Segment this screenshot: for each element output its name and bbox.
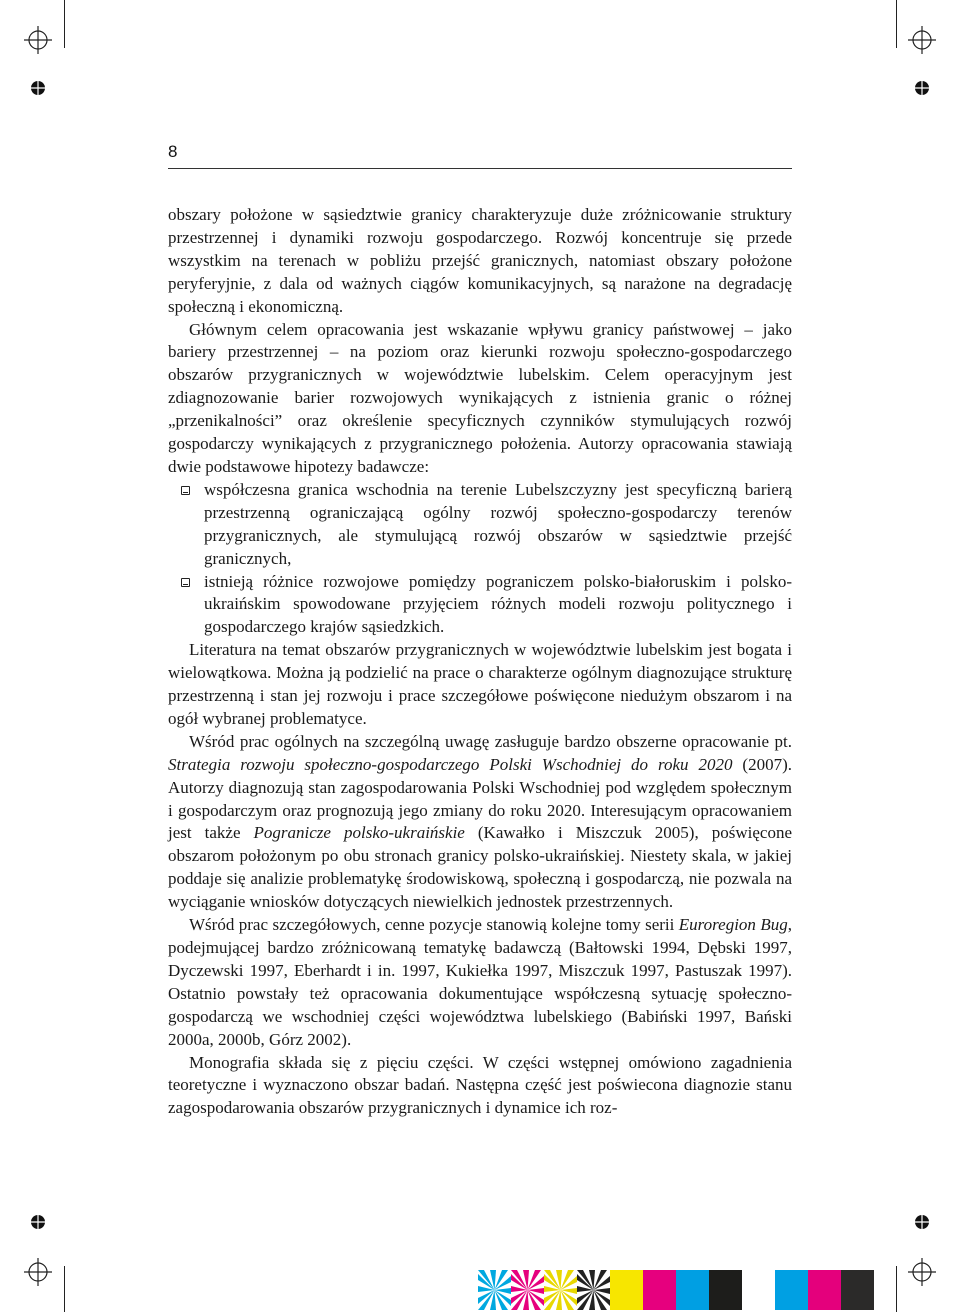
list-item-text: współczesna granica wschodnia na terenie Lubelszczyzny jest specyficzną barierą przestrzenną ograniczającą ogólny rozwój społeczno-gospodarczy terenów przygranicznych, ale stymulującą rozwój obszarów w sąsiedztwie przejść granicznych,: [204, 479, 792, 568]
title-pogranicze: Pogranicze polsko-ukraińskie: [253, 823, 465, 843]
paragraph-5-text-a: Wśród prac szczegółowych, cenne pozycje stanowią kolejne tomy serii: [189, 915, 679, 935]
list-item-text: istnieją różnice rozwojowe pomiędzy pograniczem polsko-białoruskim i polsko-ukraińskim spowodowane przyjęciem różnych modeli rozwoju politycznego i gospodarczego krajów sąsiedzkich.: [204, 571, 792, 637]
swatch-cyan-2: [775, 1270, 808, 1310]
color-control-bar: [478, 1270, 874, 1310]
paragraph-3: Literatura na temat obszarów przygranicznych w województwie lubelskim jest bogata i wielowątkowa. Można ją podzielić na prace o charakterze ogólnym diagnozujące strukturę przestrzenną i stan jej rozwoju i prace szczegółowe poświęcone niedużym obszarom i na ogół wybranej problematyce.: [168, 640, 792, 728]
square-bullet-icon: [181, 486, 190, 495]
crop-line-top-left: [64, 0, 65, 48]
starburst-magenta-icon: [511, 1270, 544, 1310]
page-number: 8: [168, 142, 178, 161]
paragraph-4-text-c: (Kawałko i Miszczuk 2005), poświęcone obszarom położonym po obu stronach granicy polsko-ukraińskiej. Niestety skala, w jakiej poddaje się analizie problematykę środowiskową, społeczną i gospodarczą, nie pozwala na wyciąganie wniosków dotyczących niewielkich jednostek przestrzennych.: [168, 823, 793, 912]
paragraph-2: Głównym celem opracowania jest wskazanie wpływu granicy państwowej – jako bariery przestrzennej – na poziom oraz kierunki rozwoju społeczno-gospodarczego obszarów przygranicznych w województwie lubelskim. Celem operacyjnym jest zdiagnozowanie barier rozwojowych wynikających z istnienia granic o różnej „przenikalności” oraz określenie specyficznych czynników stymulujących rozwój gospodarczy wynikających z przygranicznego położenia. Autorzy opracowania stawiają dwie podstawowe hipotezy badawcze:: [168, 319, 792, 476]
swatch-black: [709, 1270, 742, 1310]
crop-line-bottom-right: [896, 1266, 897, 1312]
hypotheses-list: [168, 479, 792, 639]
list-item: [168, 571, 792, 640]
title-strategia: Strategia rozwoju społeczno-gospodarczego Polski Wschodniej do roku 2020: [168, 754, 733, 774]
starburst-cyan-icon: [478, 1270, 511, 1310]
square-bullet-icon: [181, 578, 190, 587]
header-rule: [168, 168, 792, 169]
paragraph-4-text-b: (2007). Autorzy diagnozują stan zagospodarowania Polski Wschodniej pod względem społecznym i gospodarczym oraz prognozują jego zmiany do roku 2020. Interesującym opracowaniem jest także: [168, 754, 793, 843]
swatch-yellow: [610, 1270, 643, 1310]
list-item: [168, 479, 792, 571]
paragraph-6: Monografia składa się z pięciu części. W części wstępnej omówiono zagadnienia teoretyczne i wyznaczono obszar badań. Następna część jest poświecona diagnozie stanu zagospodarowania obszarów przygranicznych i dynamice ich roz-: [168, 1052, 792, 1118]
paragraph-4-text-a: Wśród prac ogólnych na szczególną uwagę zasługuje bardzo obszerne opracowanie pt.: [189, 731, 792, 751]
starburst-yellow-icon: [544, 1270, 577, 1310]
crop-line-top-right: [896, 0, 897, 48]
crop-line-bottom-left: [64, 1266, 65, 1312]
body-text: [168, 204, 792, 1120]
swatch-magenta: [643, 1270, 676, 1310]
paragraph-5: [168, 914, 792, 1051]
paragraph-4: [168, 731, 792, 914]
swatch-cyan: [676, 1270, 709, 1310]
swatch-white: [742, 1270, 775, 1310]
paragraph-1: obszary położone w sąsiedztwie granicy charakteryzuje duże zróżnicowanie struktury przestrzennej i dynamiki rozwoju gospodarczego. Rozwój koncentruje się przede wszystkim na terenach w pobliżu przejść granicznych, natomiast obszary położone peryferyjnie, z dala od ważnych ciągów komunikacyjnych, są narażone na degradację społeczną i ekonomiczną.: [168, 205, 792, 316]
swatch-black-2: [841, 1270, 874, 1310]
series-euroregion-bug: Euroregion Bug: [678, 915, 788, 935]
swatch-magenta-2: [808, 1270, 841, 1310]
paragraph-5-text-b: , podejmującej bardzo zróżnicowaną tematykę badawczą (Bałtowski 1994, Dębski 1997, Dyczewski 1997, Eberhardt i in. 1997, Kukiełka 1997, Miszczuk 1997, Pastuszak 1997). Ostatnio powstały też opracowania dokumentujące współczesną sytuację społeczno-gospodarczą we wschodniej części województwa lubelskiego (Babiński 1997, Bański 2000a, 2000b, Górz 2002).: [168, 915, 792, 1049]
starburst-black-icon: [577, 1270, 610, 1310]
